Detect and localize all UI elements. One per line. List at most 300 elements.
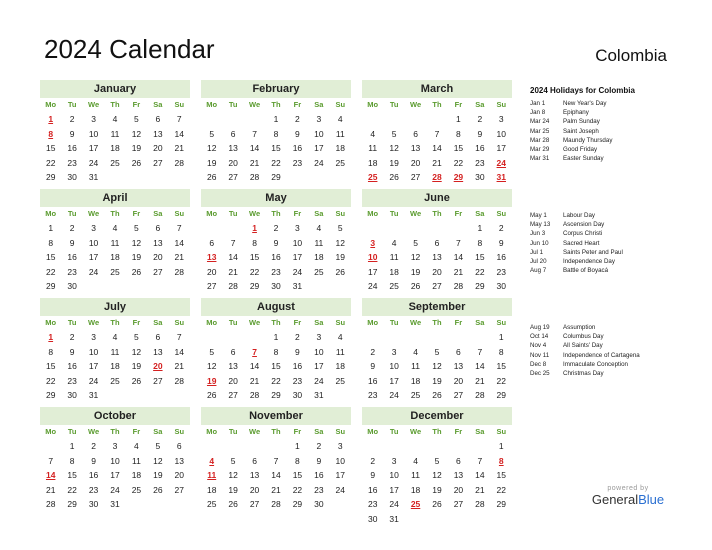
weekday-label: Tu	[67, 318, 77, 327]
day: 26	[153, 484, 163, 495]
weekday-label: Sa	[314, 209, 324, 218]
empty-cell	[469, 439, 490, 454]
day: 9	[316, 455, 322, 466]
day-grid	[40, 439, 190, 512]
day: 27	[206, 281, 217, 291]
day: 10	[314, 346, 324, 357]
day: 25	[410, 390, 421, 400]
month-name: October	[40, 407, 190, 425]
weekday-label: Fr	[454, 427, 463, 436]
weekday-label: Fr	[132, 100, 141, 109]
holiday-name: Corpus Christi	[563, 230, 603, 238]
weekday-label: Mo	[206, 427, 218, 436]
day: 13	[249, 470, 260, 480]
day: 25	[110, 157, 120, 168]
weekday-label: We	[249, 427, 261, 436]
day-grid	[362, 330, 512, 417]
day: 2	[370, 455, 376, 466]
day: 2	[295, 114, 300, 124]
day: 27	[228, 172, 238, 182]
day: 13	[153, 128, 163, 139]
day: 23	[367, 499, 378, 509]
day: 4	[134, 441, 139, 451]
day: 12	[228, 470, 238, 480]
holiday-row	[530, 154, 612, 163]
month-may	[201, 189, 351, 294]
day: 17	[335, 470, 346, 480]
day: 27	[453, 390, 464, 400]
weekday-header	[40, 207, 190, 221]
weekday-label: Th	[432, 318, 442, 327]
day: 14	[453, 252, 464, 262]
holiday-day: 25	[410, 499, 421, 509]
day: 6	[434, 237, 440, 248]
day: 15	[453, 143, 464, 153]
month-november	[201, 407, 351, 512]
month-december	[362, 407, 512, 526]
day: 17	[314, 361, 324, 371]
holiday-date: Mar 31	[530, 155, 550, 163]
holiday-day: 19	[206, 375, 217, 386]
weekday-header	[201, 98, 351, 112]
day: 10	[88, 237, 99, 248]
day: 20	[153, 252, 163, 262]
holiday-name: All Saints' Day	[563, 342, 603, 350]
weekday-label: Tu	[228, 100, 238, 109]
day: 18	[367, 157, 378, 168]
day: 11	[110, 128, 120, 139]
day: 6	[456, 346, 461, 357]
day: 2	[273, 223, 279, 233]
day: 9	[498, 237, 504, 248]
day: 16	[67, 361, 77, 371]
weekday-label: Su	[335, 427, 346, 436]
day: 9	[69, 346, 75, 357]
day: 7	[230, 237, 236, 248]
day: 15	[271, 361, 281, 371]
day: 8	[69, 455, 75, 466]
holiday-date: Mar 24	[530, 118, 550, 126]
day: 24	[110, 484, 120, 495]
day: 31	[110, 499, 120, 509]
holiday-row	[530, 117, 612, 126]
weekday-label: Tu	[228, 427, 238, 436]
weekday-label: Sa	[475, 427, 485, 436]
month-name: January	[40, 80, 190, 98]
day: 23	[292, 375, 303, 386]
day: 16	[67, 143, 77, 153]
weekday-label: We	[249, 100, 261, 109]
holiday-date: Nov 11	[530, 351, 550, 359]
day: 28	[271, 499, 281, 509]
holiday-row	[530, 145, 612, 154]
day: 8	[252, 237, 257, 248]
day: 28	[174, 266, 185, 277]
day: 8	[456, 128, 461, 139]
day: 22	[271, 157, 281, 168]
day: 15	[45, 252, 56, 262]
day: 6	[252, 455, 257, 466]
day: 17	[88, 361, 99, 371]
day: 13	[228, 143, 238, 153]
day: 31	[314, 390, 324, 400]
day: 14	[174, 346, 185, 357]
day: 23	[88, 484, 99, 495]
day: 7	[434, 128, 440, 139]
holiday-date: Mar 28	[530, 136, 550, 144]
weekday-header	[40, 425, 190, 439]
day: 26	[410, 281, 421, 291]
weekday-label: Fr	[132, 209, 141, 218]
day: 5	[155, 441, 161, 451]
holiday-row	[530, 99, 612, 108]
day: 26	[131, 375, 142, 386]
day: 5	[434, 455, 440, 466]
day: 30	[314, 499, 324, 509]
holiday-day: 1	[48, 332, 54, 342]
day: 20	[206, 266, 217, 277]
day: 31	[292, 281, 303, 291]
day: 24	[314, 157, 324, 168]
day: 14	[475, 361, 485, 371]
weekday-label: Su	[496, 100, 507, 109]
empty-cell	[426, 221, 447, 236]
weekday-label: Mo	[206, 209, 218, 218]
day: 11	[335, 346, 345, 357]
weekday-label: Su	[174, 209, 185, 218]
day: 28	[45, 499, 56, 509]
weekday-label: We	[88, 427, 100, 436]
holiday-row	[530, 332, 640, 341]
day: 10	[496, 128, 507, 139]
holiday-day: 13	[206, 252, 217, 262]
holiday-day: 8	[48, 128, 54, 139]
day: 20	[174, 470, 185, 480]
day: 2	[370, 346, 376, 357]
day: 7	[176, 114, 182, 124]
day: 15	[496, 361, 507, 371]
holiday-name: Columbus Day	[563, 333, 604, 341]
holiday-name: Maundy Thursday	[563, 136, 613, 144]
day: 19	[389, 157, 399, 168]
day: 18	[110, 252, 120, 262]
month-name: March	[362, 80, 512, 98]
day: 14	[249, 361, 260, 371]
day: 21	[174, 252, 185, 262]
day: 21	[475, 484, 485, 495]
weekday-label: Mo	[45, 209, 57, 218]
day: 1	[273, 114, 279, 124]
empty-cell	[448, 439, 469, 454]
day: 16	[314, 470, 324, 480]
day: 16	[88, 470, 99, 480]
day: 7	[273, 455, 279, 466]
day: 11	[132, 455, 141, 466]
day: 21	[432, 157, 442, 168]
weekday-label: We	[88, 100, 100, 109]
holiday-row	[530, 323, 640, 332]
day: 27	[228, 390, 238, 400]
day: 22	[496, 484, 507, 495]
holiday-row	[530, 127, 612, 136]
empty-cell	[448, 330, 469, 345]
holiday-date: Aug 19	[530, 324, 550, 331]
day: 2	[69, 114, 75, 124]
empty-cell	[383, 221, 404, 236]
holiday-day: 7	[252, 346, 257, 357]
day: 22	[271, 375, 281, 386]
empty-cell	[362, 439, 383, 454]
day: 3	[112, 441, 118, 451]
day: 1	[498, 441, 504, 451]
weekday-label: Fr	[454, 100, 463, 109]
day: 30	[271, 281, 281, 291]
holiday-row	[530, 108, 612, 117]
day: 2	[316, 441, 322, 451]
empty-cell	[40, 439, 61, 454]
day: 16	[367, 375, 378, 386]
empty-cell	[201, 221, 222, 236]
day: 6	[456, 455, 461, 466]
day: 19	[335, 252, 346, 262]
holiday-date: Jan 1	[530, 100, 546, 107]
day: 11	[389, 252, 399, 262]
day-grid	[362, 112, 512, 185]
day: 24	[314, 375, 324, 386]
day: 13	[153, 346, 163, 357]
day: 1	[69, 441, 75, 451]
empty-cell	[469, 330, 490, 345]
day: 26	[206, 172, 217, 182]
day: 22	[453, 157, 464, 168]
weekday-label: Su	[174, 100, 185, 109]
weekday-label: Th	[432, 209, 442, 218]
day: 12	[389, 143, 399, 153]
weekday-label: Tu	[67, 100, 77, 109]
day: 21	[249, 157, 260, 168]
holidays-title: 2024 Holidays for Colombia	[530, 86, 635, 95]
holiday-group	[530, 99, 612, 163]
day: 5	[209, 128, 215, 139]
month-march	[362, 80, 512, 185]
day: 26	[131, 157, 142, 168]
day: 5	[134, 114, 139, 124]
day: 14	[271, 470, 281, 480]
holiday-name: New Year's Day	[563, 100, 607, 107]
day: 21	[475, 375, 485, 386]
empty-cell	[201, 112, 222, 127]
day: 17	[88, 143, 99, 153]
day: 1	[273, 332, 279, 342]
holiday-day: 10	[367, 252, 378, 262]
day: 9	[370, 361, 376, 371]
day: 25	[335, 157, 346, 168]
day: 23	[292, 157, 303, 168]
day: 4	[112, 332, 118, 342]
day: 12	[131, 128, 142, 139]
day: 5	[391, 128, 397, 139]
holiday-date: Mar 29	[530, 145, 550, 153]
holiday-date: Mar 25	[530, 127, 550, 135]
day: 17	[389, 484, 399, 495]
day: 28	[453, 281, 464, 291]
day: 20	[432, 266, 442, 277]
month-name: November	[201, 407, 351, 425]
weekday-label: We	[410, 318, 422, 327]
day: 20	[410, 157, 421, 168]
day: 11	[110, 346, 120, 357]
day: 7	[48, 455, 54, 466]
day: 27	[153, 266, 163, 277]
day: 18	[110, 361, 120, 371]
day: 12	[131, 237, 142, 248]
weekday-label: Th	[271, 318, 281, 327]
day: 13	[410, 143, 421, 153]
day: 8	[498, 346, 504, 357]
day: 31	[88, 172, 99, 182]
weekday-label: Sa	[153, 318, 163, 327]
day: 16	[271, 252, 281, 262]
holiday-row	[530, 266, 623, 275]
day: 14	[432, 143, 442, 153]
weekday-header	[362, 98, 512, 112]
day: 22	[67, 484, 77, 495]
day: 25	[110, 266, 120, 277]
weekday-label: Th	[110, 318, 120, 327]
day: 29	[67, 499, 77, 509]
day: 23	[367, 390, 378, 400]
day: 30	[475, 172, 485, 182]
day: 30	[67, 172, 77, 182]
day: 21	[45, 484, 56, 495]
day: 12	[153, 455, 163, 466]
weekday-label: We	[410, 209, 422, 218]
day: 18	[131, 470, 142, 480]
holiday-name: Ascension Day	[563, 221, 605, 229]
holiday-name: Independence Day	[563, 257, 615, 265]
day: 24	[389, 390, 399, 400]
day: 10	[88, 346, 99, 357]
day: 16	[292, 361, 303, 371]
holiday-day: 1	[252, 223, 257, 233]
weekday-header	[362, 207, 512, 221]
day: 21	[453, 266, 464, 277]
day: 17	[389, 375, 399, 386]
day: 17	[292, 252, 303, 262]
weekday-label: Th	[110, 209, 120, 218]
day: 14	[174, 128, 185, 139]
day: 1	[498, 332, 504, 342]
day: 9	[273, 237, 279, 248]
day: 29	[496, 390, 507, 400]
empty-cell	[201, 330, 222, 345]
weekday-label: We	[249, 209, 261, 218]
holiday-day: 29	[453, 172, 464, 182]
weekday-label: Th	[271, 100, 281, 109]
day: 6	[230, 128, 236, 139]
day: 8	[273, 346, 279, 357]
day: 3	[391, 455, 397, 466]
weekday-header	[201, 425, 351, 439]
day: 10	[335, 455, 346, 466]
day: 14	[475, 470, 485, 480]
day: 13	[153, 237, 163, 248]
weekday-label: We	[410, 427, 422, 436]
day: 11	[368, 143, 378, 153]
day: 12	[410, 252, 421, 262]
holiday-date: Jul 1	[530, 248, 544, 256]
holiday-day: 28	[432, 172, 442, 182]
weekday-label: Th	[110, 100, 120, 109]
day: 26	[432, 499, 442, 509]
holiday-row	[530, 341, 640, 350]
day: 1	[295, 441, 300, 451]
holiday-name: Christmas Day	[563, 369, 604, 377]
day: 13	[453, 361, 464, 371]
day: 20	[228, 157, 238, 168]
day: 18	[389, 266, 399, 277]
day: 6	[230, 346, 236, 357]
weekday-label: Su	[335, 209, 346, 218]
day: 23	[67, 375, 77, 386]
day: 27	[153, 157, 163, 168]
empty-cell	[405, 439, 426, 454]
day: 30	[367, 513, 378, 524]
day: 13	[432, 252, 442, 262]
weekday-label: Sa	[153, 100, 163, 109]
month-name: April	[40, 189, 190, 207]
day: 25	[314, 266, 324, 277]
weekday-header	[40, 98, 190, 112]
day: 18	[410, 375, 421, 386]
day: 1	[477, 223, 483, 233]
day: 26	[389, 172, 399, 182]
day: 28	[475, 390, 485, 400]
day: 15	[45, 361, 56, 371]
weekday-label: Sa	[153, 209, 163, 218]
month-name: May	[201, 189, 351, 207]
day: 26	[131, 266, 142, 277]
day: 12	[432, 361, 442, 371]
empty-cell	[362, 221, 383, 236]
day: 19	[131, 361, 142, 371]
weekday-label: Th	[271, 209, 281, 218]
weekday-label: Sa	[475, 100, 485, 109]
empty-cell	[362, 112, 383, 127]
day: 13	[228, 361, 238, 371]
holiday-day: 8	[498, 455, 504, 466]
day: 29	[45, 172, 56, 182]
holiday-date: Jun 10	[530, 239, 549, 247]
day: 11	[110, 237, 120, 248]
weekday-label: Tu	[389, 100, 399, 109]
weekday-label: Th	[432, 100, 442, 109]
weekday-label: Mo	[206, 318, 218, 327]
month-april	[40, 189, 190, 294]
day: 13	[174, 455, 185, 466]
holiday-date: May 1	[530, 212, 547, 219]
day: 6	[155, 114, 161, 124]
day: 23	[475, 157, 485, 168]
day: 16	[67, 252, 77, 262]
day: 4	[316, 223, 322, 233]
day: 3	[391, 346, 397, 357]
month-june	[362, 189, 512, 294]
weekday-label: Mo	[367, 318, 379, 327]
day: 29	[45, 281, 56, 291]
day: 2	[295, 332, 300, 342]
day: 19	[432, 375, 442, 386]
